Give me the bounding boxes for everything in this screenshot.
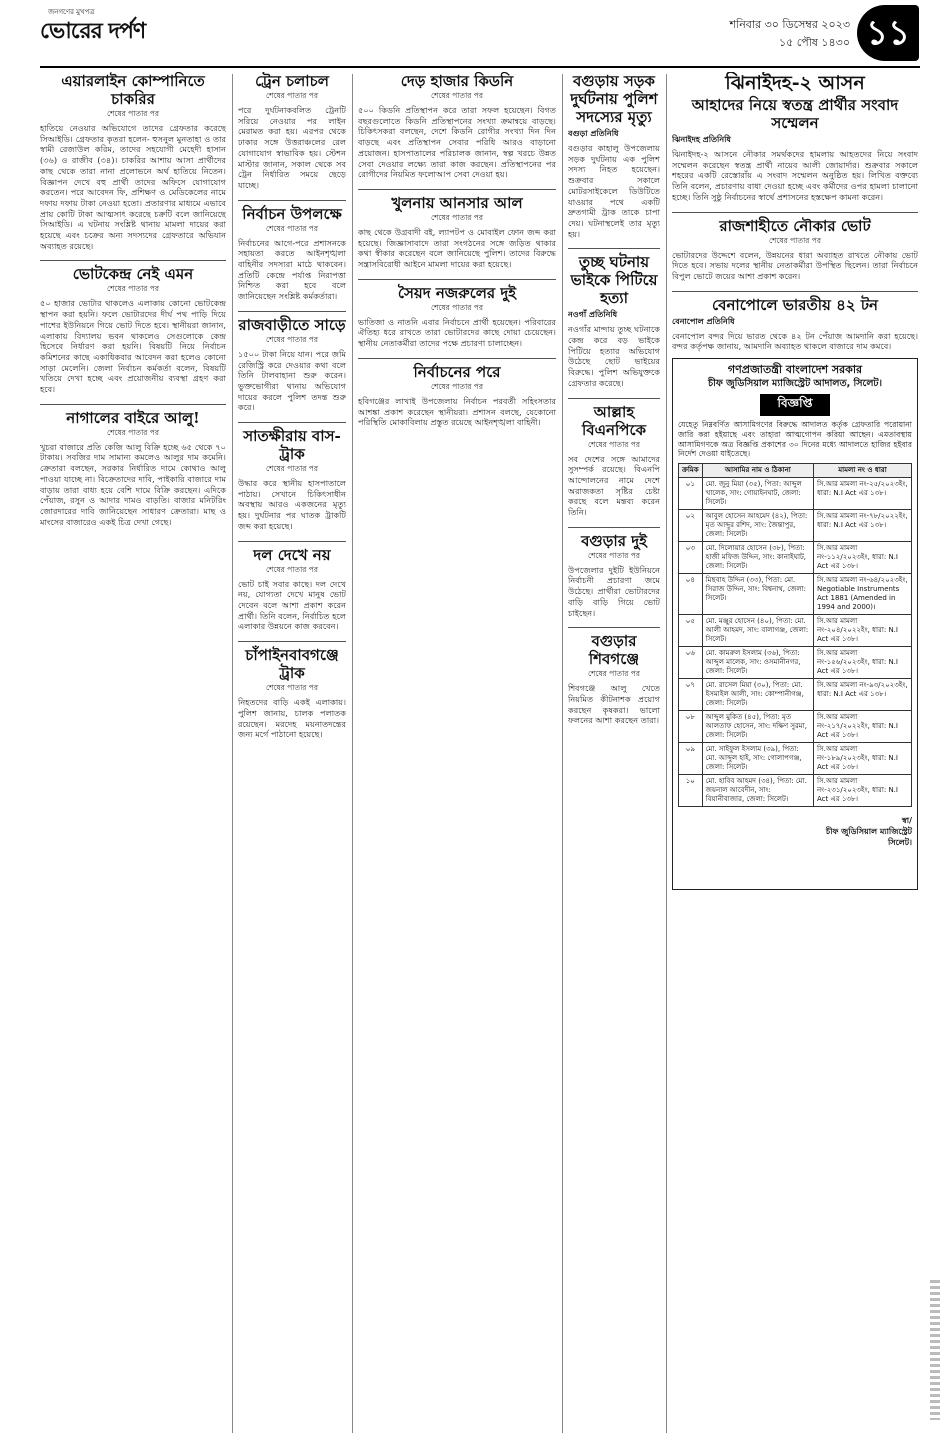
column-3 (358, 72, 556, 1432)
story-headline: ট্রেন চলাচল (255, 72, 329, 90)
continued-label: শেষের পাতার পর (588, 439, 640, 449)
newspaper-logo: ভোরের দর্পণ (40, 18, 146, 44)
story-separator (568, 527, 660, 528)
dateline (730, 16, 850, 52)
table-row (679, 647, 912, 679)
continued-label: শেষের পাতার পর (107, 427, 159, 437)
news-story (672, 288, 918, 352)
story-separator (238, 200, 346, 201)
story-body: নির্বাচনের আগে-পরে প্রশাসনকে সহায়তা করতে আইনশৃঙ্খলা বাহিনীর সদস্যরা মাঠে থাকবেন। প্রতিটি কেন্দ্রে পর্যাপ্ত নিরাপত্তা নিশ্চিত করা হবে বলে জানিয়েছেন সংশ্লিষ্ট কর্মকর্তারা। (238, 237, 346, 302)
news-story (568, 524, 660, 619)
continued-label: শেষের পাতার পর (107, 284, 159, 294)
cell-serial: ০৭ (679, 679, 703, 711)
cell-accused: মো. দিলোয়ার হোসেন (৩৮), পিতা: হাজী মফিজ উদ্দিন, সাং: কানাইঘাট, জেলা: সিলেট। (702, 542, 813, 574)
continued-label: শেষের পাতার পর (431, 302, 483, 312)
notice-title: বিজ্ঞপ্তি (760, 394, 830, 416)
story-body: পরে দুর্ঘটনাকবলিত ট্রেনটি সরিয়ে নেওয়ার পর লাইন মেরামত করা হয়। এরপর থেকে ঢাকার সঙ্গে উত্তরাঞ্চলের রেল যোগাযোগ স্বাভাবিক হয়। স্টেশন মাস্টার জানান, সকাল থেকে সব ট্রেন নির্ধারিত সময়ে ছেড়ে যাচ্ছে। (238, 105, 346, 190)
column-2 (238, 72, 346, 1432)
news-story (358, 186, 556, 270)
story-body: কাছ থেকে উগ্রবাদী বই, ল্যাপটপ ও মোবাইল ফোন জব্দ করা হয়েছে। জিজ্ঞাসাবাদে তারা সংগঠনের সঙ্গে জড়িত থাকার কথা স্বীকার করেছেন বলে জানিয়েছে পুলিশ। তাদের বিরুদ্ধে সন্ত্রাসবিরোধী আইনে মামলা দায়ের করা হয়েছে। (358, 226, 556, 270)
cell-case: সি.আর মামলা নং-২০৪/২০২২ইং, ধারা: N.I Act এর ১৩৮। (814, 615, 912, 647)
story-separator (238, 311, 346, 312)
table-row (679, 615, 912, 647)
notice-signature (678, 815, 912, 848)
news-story (238, 308, 346, 413)
story-separator (358, 189, 556, 190)
story-headline: বেনাপোলে ভারতীয় ৪২ টন (712, 295, 878, 314)
story-separator (568, 627, 660, 628)
crop-marks (930, 1280, 940, 1420)
column-divider (352, 74, 353, 1433)
masthead (0, 0, 945, 68)
story-body: নিহতদের বাড়ি একই এলাকায়। পুলিশ জানায়, চালক পলাতক রয়েছেন। মরদেহ ময়নাতদন্তের জন্য মর্গে পাঠানো হয়েছে। (238, 697, 346, 740)
cell-case: সি.আর মামলা নং-৯৩/২০২৩ইং, ধারা: N.I Act এর ১৩৮। (814, 679, 912, 711)
signature-mark: স্বা/ (901, 816, 912, 826)
page-number: ১১ (857, 5, 919, 61)
story-body: হাতিয়ে নেওয়ার অভিযোগে তাদের গ্রেফতার করেছে সিআইডি। গ্রেফতার কৃতরা হলেন- হুসনুল মুনতাহা ও তার স্বামী রেজাউল করিম, তাদের সহযোগী মেহেদী হাসান (৩৬) ও রাজীব (৩৪)। চাকরির আশায় আসা প্রার্থীদের কাছ থেকে তারা নানা প্রলোভনে অর্থ হাতিয়ে নিতেন। বিজ্ঞাপন দেখে বহু প্রার্থী তাদের অফিসে যোগাযোগ করতেন। পরে আবেদন ফি, প্রশিক্ষণ ও মেডিকেলের নামে দফায় দফায় টাকা নেওয়া হতো। প্রতারণার মাধ্যমে এভাবে প্রায় কোটি টাকা আত্মসাৎ করেছে চক্রটি বলে জানিয়েছে সিআইডি। এ ঘটনায় সংশ্লিষ্ট থানায় মামলা দায়ের করা হয়েছে এবং চক্রের অন্য সদস্যদের গ্রেফতারে অভিযান অব্যাহত রয়েছে। (40, 123, 226, 251)
cell-case: সি.আর মামলা নং-৭৮/২০২২ইং, ধারা: N.I Act এর ১৩৮। (814, 510, 912, 542)
continued-label: শেষের পাতার পর (431, 91, 483, 100)
cell-case: সি.আর মামলা নং-১৮৯/২০২৩ইং, ধারা: N.I Act এর ১৩৮। (814, 743, 912, 775)
notice-table (678, 463, 912, 807)
column-divider (232, 74, 233, 1433)
story-body: বেনাপোল বন্দর দিয়ে ভারত থেকে ৪২ টন পেঁয়াজ আমদানি করা হয়েছে। বন্দর কর্তৃপক্ষ জানায়, আমদানি অব্যাহত থাকলে বাজারে দাম কমবে। (672, 330, 918, 352)
story-byline: বেনাপোল প্রতিনিধি (672, 316, 735, 326)
story-headline: খুলনায় আনসার আল (391, 193, 523, 212)
notice-intro: যেহেতু নিম্নবর্ণিত আসামিগণের বিরুদ্ধে আদালত কর্তৃক গ্রেফতারি পরোয়ানা জারি করা হইয়াছে এবং তাহারা আত্মগোপন করিয়া আছেন। এমতাবস্থায় আসামিগণকে অত্র বিজ্ঞপ্তি প্রকাশের ৩০ দিনের মধ্যে আদালতে হাজির হইবার নির্দেশ দেওয়া যাইতেছে। (678, 420, 912, 459)
cell-serial: ১০ (679, 775, 703, 807)
story-separator (40, 260, 226, 261)
cell-accused: মো. সাইফুল ইসলাম (৩৯), পিতা: মো. আব্দুল হাই, সাং: গোলাপগঞ্জ, জেলা: সিলেট। (702, 743, 813, 775)
story-separator (358, 279, 556, 280)
table-row (679, 542, 912, 574)
story-body: খুচরা বাজারে প্রতি কেজি আলু বিক্রি হচ্ছে ৬৫ থেকে ৭০ টাকায়। সবজির দাম সামান্য কমলেও আলুর দাম কমেনি। ক্রেতারা বলছেন, সরকার নির্ধারিত দামে কোথাও আলু পাওয়া যাচ্ছে না। বিক্রেতাদের দাবি, পাইকারি বাজারে দাম বাড়ায় তারা বাধ্য হয়ে বেশি দামে বিক্রি করছেন। এদিকে পেঁয়াজ, রসুন ও আদার দামও বাড়তি। বাজার মনিটরিং জোরদারের দাবি জানিয়েছেন সাধারণ ক্রেতারা। মাছ ও মাংসের বাজারেও একই চিত্র দেখা গেছে। (40, 441, 226, 527)
news-story (238, 419, 346, 532)
cell-serial: ০৬ (679, 647, 703, 679)
story-byline: নওগাঁ প্রতিনিধি (568, 310, 618, 320)
cell-accused: মো. রাসেল মিয়া (৩০), পিতা: মো. ইসমাইল আলী, সাং: কোম্পানীগঞ্জ, জেলা: সিলেট। (702, 679, 813, 711)
story-headline: ভোটকেন্দ্র নেই এমন (72, 265, 194, 284)
notice-government: গণপ্রজাতন্ত্রী বাংলাদেশ সরকার (727, 363, 863, 377)
news-story (358, 355, 556, 428)
news-story (40, 257, 226, 394)
news-story (568, 624, 660, 726)
table-row (679, 743, 912, 775)
news-story (672, 209, 918, 282)
story-separator (568, 398, 660, 399)
story-body: উদ্ধার করে স্থানীয় হাসপাতালে পাঠায়। সেখানে চিকিৎসাধীন অবস্থায় আরও একজনের মৃত্যু হয়। দুর্ঘটনার পর ঘাতক ট্রাকটি জব্দ করা হয়েছে। (238, 478, 346, 531)
story-byline: বগুড়া প্রতিনিধি (568, 129, 619, 138)
signature-place: সিলেট। (888, 838, 912, 848)
cell-serial: ০৩ (679, 542, 703, 574)
story-separator (568, 248, 660, 249)
story-headline: নির্বাচন উপলক্ষে (242, 204, 342, 223)
story-headline: বগুড়ায় সড়ক দুর্ঘটনায় পুলিশ সদস্যের মৃত্যু (570, 72, 658, 126)
continued-label: শেষের পাতার পর (266, 223, 318, 233)
table-row (679, 574, 912, 615)
story-body: উপজেলার দুইটি ইউনিয়নে নির্বাচনী প্রচারণা জমে উঠেছে। প্রার্থীরা ভোটারদের বাড়ি বাড়ি গিয়ে ভোট চাইছেন। (568, 564, 660, 618)
news-story (238, 197, 346, 302)
news-story (238, 638, 346, 740)
continued-label: শেষের পাতার পর (266, 564, 318, 574)
story-headline: রাজবাড়ীতে সাড়ে (238, 315, 346, 334)
story-subheadline: আহাদের নিয়ে স্বতন্ত্র প্রার্থীর সংবাদ সম্মেলন (691, 96, 899, 132)
cell-accused: মো. মঞ্জুর হোসেন (৪০), পিতা: মো. আলী আহমদ, সাং: বালাগঞ্জ, জেলা: সিলেট। (702, 615, 813, 647)
continued-label: শেষের পাতার পর (266, 91, 318, 100)
cell-case: সি.আর মামলা নং-৬৪/২০২৩ইং, Negotiable Instruments Act 1881 (Amended in 1994 and 2000)। (814, 574, 912, 615)
news-story (238, 538, 346, 633)
cell-accused: মো. কামরুল ইসলাম (৩৬), পিতা: আব্দুল মালেক, সাং: ওসমানীনগর, জেলা: সিলেট। (702, 647, 813, 679)
court-notice (672, 358, 918, 890)
news-story (40, 72, 226, 251)
cell-serial: ০৫ (679, 615, 703, 647)
cell-case: সি.আর মামলা নং-১১২/২০২৩ইং, ধারা: N.I Act এর ১৩৮। (814, 542, 912, 574)
story-body: ভোট চাই সবার কাছে। দল দেখে নয়, যোগ্যতা দেখে মানুষ ভোট দেবেন বলে আশা প্রকাশ করেন প্রার্থী। তিনি বলেন, নির্বাচিত হলে এলাকার উন্নয়নে কাজ করবেন। (238, 578, 346, 632)
story-body: শিবগঞ্জে আলু খেতে নিয়মিত কীটনাশক প্রয়োগ করছেন কৃষকরা। ভালো ফলনের আশা করছেন তারা। (568, 683, 660, 726)
cell-case: সি.আর মামলা নং-২৩১/২০২৩ইং, ধারা: N.I Act এর ১৩৮। (814, 775, 912, 807)
cell-accused: মিছবাহ উদ্দিন (৩৩), পিতা: মো. সিরাজ উদ্দিন, সাং: বিশ্বনাথ, জেলা: সিলেট। (702, 574, 813, 615)
cell-case: সি.আর মামলা নং-২৫/২০২৩ইং, ধারা: N.I Act এর ১৩৮। (814, 478, 912, 510)
continued-label: শেষের পাতার পর (266, 683, 318, 693)
table-row (679, 711, 912, 743)
column-divider (562, 74, 563, 1433)
column-5 (672, 72, 918, 1432)
story-separator (238, 541, 346, 542)
story-byline: ঝিনাইদহ প্রতিনিধি (672, 135, 731, 144)
news-story (238, 72, 346, 191)
news-story (672, 72, 918, 203)
story-headline: এয়ারলাইন কোম্পানিতে চাকরির (61, 72, 205, 108)
cell-serial: ০২ (679, 510, 703, 542)
header-case: মামলা নং ও ধারা (814, 464, 912, 478)
continued-label: শেষের পাতার পর (431, 381, 483, 391)
continued-label: শেষের পাতার পর (266, 464, 318, 474)
header-name: আসামির নাম ও ঠিকানা (702, 464, 813, 478)
column-1 (40, 72, 226, 1432)
story-headline: নির্বাচনের পরে (413, 362, 501, 381)
cell-accused: আবুল হোসেন আহমেদ (৪২), পিতা: মৃত আব্দুর রশিদ, সাং: জৈন্তাপুর, জেলা: সিলেট। (702, 510, 813, 542)
cell-accused: মো. জুনু মিয়া (৩৫), পিতা: আব্দুল খালেক, সাং: গোয়াইনঘাট, জেলা: সিলেট। (702, 478, 813, 510)
notice-table-body (679, 478, 912, 807)
column-5-stories (672, 72, 918, 352)
story-headline: আল্লাহ বিএনপিকে (582, 402, 646, 439)
story-headline: ঝিনাইদহ-২ আসন (725, 72, 865, 94)
table-row (679, 775, 912, 807)
story-headline: বগুড়ার শিবগঞ্জে (588, 632, 640, 669)
continued-label: শেষের পাতার পর (769, 235, 821, 245)
story-body: ভাতিজা ও নাতনি এবার নির্বাচনে প্রার্থী হয়েছেন। পরিবারের ঐতিহ্য ধরে রাখতে তারা ভোটারদের কাছে দোয়া চেয়েছেন। স্থানীয় নেতাকর্মীরা তাদের পক্ষে প্রচারণা চালাচ্ছেন। (358, 316, 556, 349)
continued-label: শেষের পাতার পর (266, 334, 318, 344)
cell-serial: ০৪ (679, 574, 703, 615)
continued-label: শেষের পাতার পর (588, 669, 640, 679)
continued-label: শেষের পাতার পর (431, 212, 483, 222)
story-separator (40, 404, 226, 405)
notice-office: চীফ জুডিসিয়াল ম্যাজিস্ট্রেট আদালত, সিলেট। (708, 378, 882, 390)
table-row (679, 478, 912, 510)
date-bengali: ১৫ পৌষ ১৪৩০ (779, 36, 850, 49)
notice-table-header (679, 464, 912, 478)
story-body: নওগাঁর মান্দায় তুচ্ছ ঘটনাকে কেন্দ্র করে বড় ভাইকে পিটিয়ে হত্যার অভিযোগ উঠেছে ছোট ভাইয়ের বিরুদ্ধে। পুলিশ অভিযুক্তকে গ্রেফতার করেছে। (568, 324, 660, 388)
story-headline: চাঁপাইনবাবগঞ্জে ট্রাক (245, 646, 339, 683)
cell-serial: ০১ (679, 478, 703, 510)
news-story (568, 72, 660, 239)
story-body: ১৫০০ টাকা নিয়ে যান। পরে জমি রেজিস্ট্রি করে দেওয়ার কথা বলে তিনি টালবাহানা শুরু করেন। ভুক্তভোগীরা থানায় অভিযোগ দায়ের করলে পুলিশ তদন্ত শুরু করে। (238, 348, 346, 413)
news-story (358, 276, 556, 349)
cell-case: সি.আর মামলা নং-২১৭/২০২২ইং, ধারা: N.I Act এর ১৩৮। (814, 711, 912, 743)
continued-label: শেষের পাতার পর (107, 109, 159, 118)
header-serial: ক্রমিক (679, 464, 703, 478)
cell-accused: মো. হাবিব আহমদ (৩৪), পিতা: মো. জয়নাল আবেদীন, সাং: বিয়ানীবাজার, জেলা: সিলেট। (702, 775, 813, 807)
story-headline: সাতক্ষীরায় বাস-ট্রাক (243, 427, 341, 464)
story-headline: বগুড়ার দুই (581, 531, 647, 550)
story-separator (238, 641, 346, 642)
cell-case: সি.আর মামলা নং-১৫৬/২০২৩ইং, ধারা: N.I Act এর ১৩৮। (814, 647, 912, 679)
news-story (568, 245, 660, 388)
story-body: ঝিনাইদহ-২ আসনে নৌকার সমর্থকদের হামলায় আহতদের নিয়ে সংবাদ সম্মেলন করেছেন স্বতন্ত্র প্রার্থী নায়েব আলী জোয়ার্দার। শুক্রবার সকালে শহরের একটি রেস্তোরাঁয় এ সংবাদ সম্মেলন অনুষ্ঠিত হয়। লিখিত বক্তব্যে তিনি বলেন, প্রচারণায় বাধা দেওয়া হচ্ছে এবং কর্মীদের ওপর হামলা চালানো হচ্ছে। তিনি সুষ্ঠু নির্বাচনের স্বার্থে প্রশাসনের হস্তক্ষেপ কামনা করেন। (672, 149, 918, 202)
date-gregorian: শনিবার ৩০ ডিসেম্বর ২০২৩ (729, 18, 850, 31)
story-body: সব দেশের সঙ্গে আমাদের সুসম্পর্ক রয়েছে। বিএনপি আন্দোলনের নামে দেশে অরাজকতা সৃষ্টির চেষ্টা করছে বলে মন্তব্য করেন তিনি। (568, 453, 660, 518)
story-headline: নাগালের বাইরে আলু! (66, 408, 200, 427)
story-headline: দল দেখে নয় (253, 545, 331, 564)
continued-label: শেষের পাতার পর (588, 550, 640, 560)
story-headline: সৈয়দ নজরুলের দুই (397, 283, 517, 302)
story-separator (358, 358, 556, 359)
cell-accused: আব্দুল মুকিত (৪৫), পিতা: মৃত আলতাফ হোসেন, সাং: দক্ষিণ সুরমা, জেলা: সিলেট। (702, 711, 813, 743)
story-headline: রাজশাহীতে নৌকার ভোট (719, 216, 871, 235)
story-body: বগুড়ার কাহালু উপজেলায় সড়ক দুর্ঘটনায় এক পুলিশ সদস্য নিহত হয়েছেন। শুক্রবার সকালে মোটরসাইকেলে ডিউটিতে যাওয়ার পথে একটি দ্রুতগামী ট্রাক তাকে চাপা দেয়। ঘটনাস্থলেই তার মৃত্যু হয়। (568, 143, 660, 239)
story-separator (672, 212, 918, 213)
column-4 (568, 72, 660, 1432)
story-body: ৫০০ কিডনি প্রতিস্থাপন করে তারা সফল হয়েছেন। বিগত বছরগুলোতে কিডনি প্রতিস্থাপনের সংখ্যা ক্রমান্বয়ে বাড়ছে। চিকিৎসকরা বলছেন, দেশে কিডনি রোগীর সংখ্যা দিন দিন বাড়ছে এবং প্রতিস্থাপন সেবার পরিধি আরও বাড়ানো প্রয়োজন। হাসপাতালের পরিচালক জানান, স্বল্প খরচে উন্নত সেবা দেওয়ার লক্ষ্যে তারা কাজ করছেন। প্রতিস্থাপনের পর রোগীদের নিয়মিত ফলোআপ সেবা দেওয়া হয়। (358, 105, 556, 180)
column-divider (666, 74, 667, 1433)
story-headline: দেড় হাজার কিডনি (400, 72, 514, 90)
signature-title: চীফ জুডিসিয়াল ম্যাজিস্ট্রেট (825, 827, 912, 837)
story-body: ভোটারদের উদ্দেশে বলেন, উন্নয়নের ধারা অব্যাহত রাখতে নৌকায় ভোট দিতে হবে। সভায় দলের স্থানীয় নেতাকর্মীরা উপস্থিত ছিলেন। তারা নির্বাচনে বিপুল ভোটে জয়ের আশা প্রকাশ করেন। (672, 249, 918, 281)
story-headline: তুচ্ছ ঘটনায় ভাইকে পিটিয়ে হত্যা (570, 253, 658, 308)
news-story (40, 401, 226, 528)
cell-serial: ০৯ (679, 743, 703, 775)
story-separator (672, 291, 918, 292)
tagline: জনগণের মুখপত্র (48, 8, 95, 16)
story-body: ৫০ হাজার ভোটার থাকলেও এলাকায় কোনো ভোটকেন্দ্র স্থাপন করা হয়নি। ফলে ভোটারদের দীর্ঘ পথ পাড়ি দিয়ে পাশের ইউনিয়নে গিয়ে ভোট দিতে হবে। স্থানীয়রা জানান, এলাকায় বিদ্যালয় ভবন থাকলেও সেগুলোকে কেন্দ্র হিসেবে নির্ধারণ করা হয়নি। বিষয়টি নিয়ে নির্বাচন কমিশনের কাছে একাধিকবার আবেদন করা হলেও কোনো সাড়া মেলেনি। জেলা নির্বাচন কর্মকর্তা বলেন, বিষয়টি খতিয়ে দেখা হচ্ছে এবং প্রয়োজনীয় ব্যবস্থা গ্রহণ করা হবে। (40, 298, 226, 395)
story-body: হবিগঞ্জের লাখাই উপজেলায় নির্বাচন পরবর্তী সহিংসতার আশঙ্কা প্রকাশ করেছেন স্থানীয়রা। প্রশাসন বলছে, যেকোনো পরিস্থিতি মোকাবিলায় প্রস্তুত রয়েছে আইনশৃঙ্খলা বাহিনী। (358, 395, 556, 428)
cell-serial: ০৮ (679, 711, 703, 743)
table-row (679, 679, 912, 711)
news-story (568, 395, 660, 518)
news-story (358, 72, 556, 180)
story-separator (238, 422, 346, 423)
masthead-rule (40, 66, 920, 68)
table-row (679, 510, 912, 542)
